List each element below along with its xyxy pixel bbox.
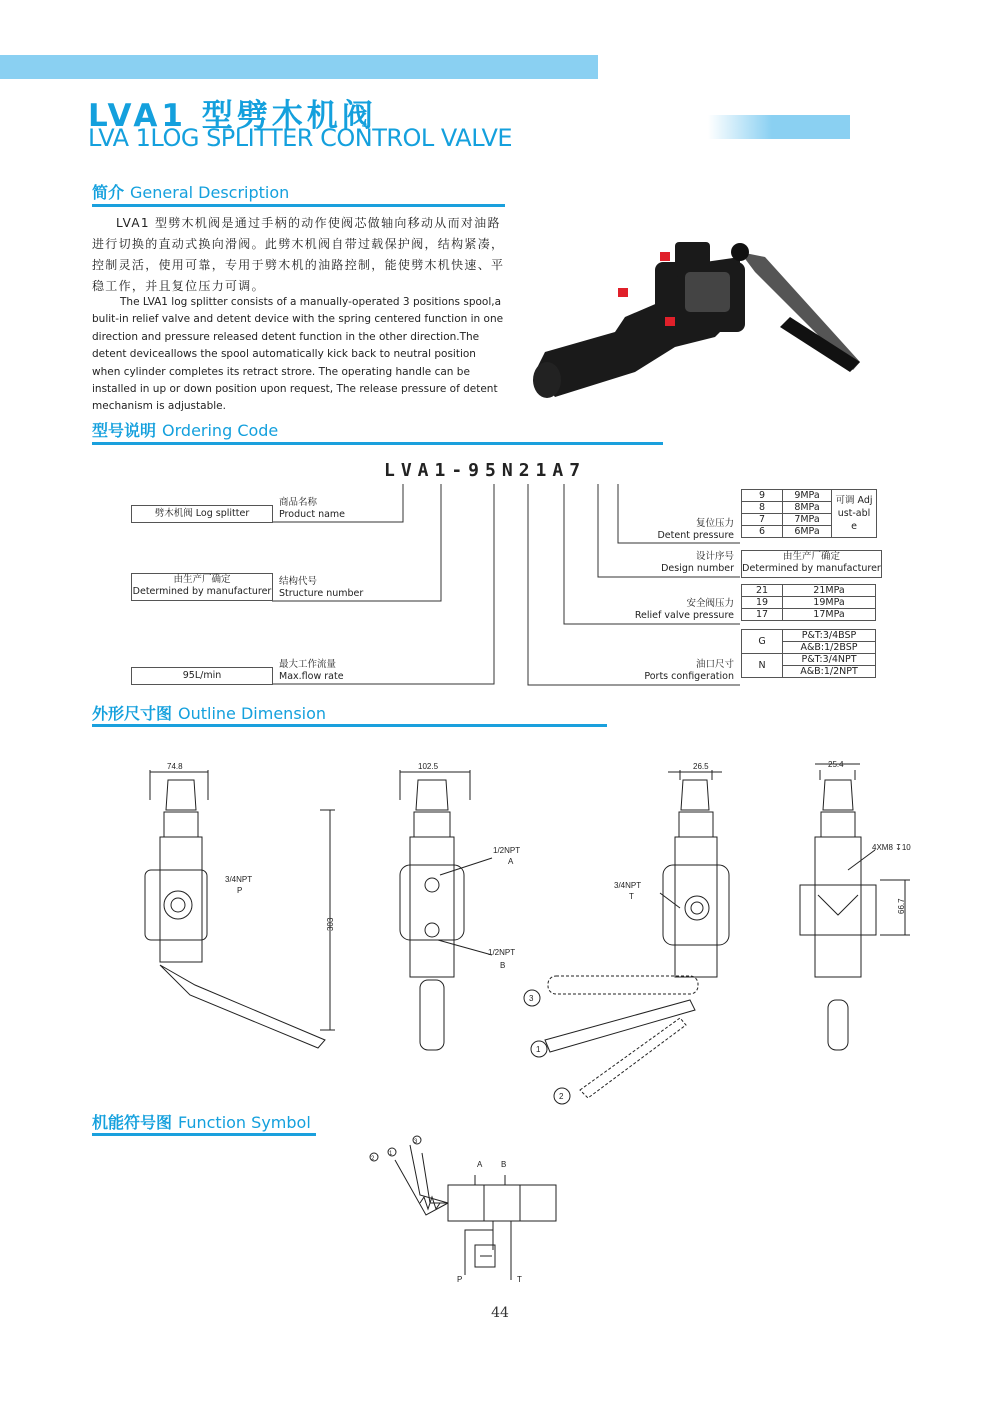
- relief-en: Relief valve pressure: [634, 610, 734, 621]
- structure-box: [131, 573, 273, 601]
- relief-value: 19MPa: [783, 597, 876, 609]
- ports-code: G: [742, 630, 783, 654]
- dim-width-3: 26.5: [693, 762, 709, 771]
- handle-position-1: 1: [536, 1045, 541, 1054]
- ports-ab: A&B:1/2BSP: [783, 642, 876, 654]
- outline-heading-cn: 外形尺寸图: [92, 704, 173, 723]
- outline-heading-en: Outline Dimension: [178, 704, 327, 723]
- ports-pt: P&T:3/4BSP: [783, 630, 876, 642]
- general-text-en: The LVA1 log splitter consists of a manually-operated 3 positions spool,a bulit-in relief valve and detent device with the spring centered function in one direction and pressure released detent function in the other direction.The detent deviceallows the spool automatically kick back to neutral position when cylinder completes its retract strore. The operating handle can be installed in up or down position upon request, The release pressure of detent mechanism is adjustable.: [92, 296, 504, 413]
- design-box-cn: 由生产厂确定: [782, 551, 840, 562]
- ordering-heading-cn: 型号说明: [92, 421, 157, 440]
- structure-box-cn: 由生产厂确定: [173, 574, 231, 585]
- handle-position-3: 3: [529, 994, 534, 1003]
- table-row: [742, 490, 877, 502]
- port-p-size: 3/4NPT: [225, 875, 253, 884]
- design-box: [741, 550, 882, 578]
- function-divider: [92, 1133, 316, 1136]
- ordering-heading-en: Ordering Code: [162, 421, 279, 440]
- ports-en: Ports configeration: [644, 671, 734, 682]
- dim-height: 303: [326, 917, 335, 931]
- detent-en: Detent pressure: [657, 530, 734, 541]
- page-title-cn: LVA1 型劈木机阀: [88, 98, 377, 134]
- design-en: Design number: [661, 563, 734, 574]
- function-heading-cn: 机能符号图: [92, 1113, 173, 1132]
- ports-pt: P&T:3/4NPT: [783, 654, 876, 666]
- port-b: B: [500, 961, 506, 970]
- handle-position-2: 2: [559, 1092, 564, 1101]
- ports-table: [741, 629, 876, 678]
- detent-value: 9MPa: [783, 490, 832, 502]
- port-b-size: 1/2NPT: [488, 948, 516, 957]
- table-row: [742, 654, 876, 666]
- port-p: P: [237, 886, 243, 895]
- function-heading-en: Function Symbol: [178, 1113, 311, 1132]
- ordering-code: LVA1-95N21A7: [384, 460, 587, 481]
- detent-label: [620, 518, 734, 542]
- symbol-position-3: 3: [414, 1139, 418, 1145]
- product-name-label: [279, 497, 345, 521]
- symbol-port-a: A: [477, 1160, 483, 1169]
- flow-label: [279, 659, 344, 683]
- symbol-port-t: T: [517, 1275, 522, 1284]
- flow-en: Max.flow rate: [279, 671, 344, 682]
- symbol-port-p: P: [457, 1275, 463, 1284]
- relief-code: 19: [742, 597, 783, 609]
- design-box-en: Determined by manufacturer: [742, 563, 881, 574]
- flow-box: 95L/min: [131, 667, 273, 685]
- structure-en: Structure number: [279, 588, 364, 599]
- detent-note: [832, 490, 877, 538]
- outline-divider: [92, 724, 607, 727]
- port-a: A: [508, 857, 514, 866]
- structure-label: [279, 576, 363, 600]
- mount-thread: 4XM8 ↧10: [872, 843, 911, 852]
- function-heading: [92, 1110, 311, 1133]
- ports-label: [620, 659, 734, 683]
- detent-code: 6: [742, 526, 783, 538]
- general-heading-cn: 简介: [92, 183, 125, 202]
- relief-value: 21MPa: [783, 585, 876, 597]
- dim-width-2: 102.5: [418, 762, 439, 771]
- product-name-cn: 商品名称: [279, 497, 318, 508]
- ports-cn: 油口尺寸: [695, 659, 734, 670]
- relief-table: [741, 584, 876, 621]
- flow-cn: 最大工作流量: [279, 659, 337, 670]
- table-row: [742, 597, 876, 609]
- detent-code: 8: [742, 502, 783, 514]
- symbol-position-2: 2: [371, 1156, 375, 1162]
- dim-mount: 66.7: [897, 898, 906, 914]
- relief-value: 17MPa: [783, 609, 876, 621]
- dim-width-4: 25.4: [828, 760, 844, 769]
- table-row: [742, 585, 876, 597]
- detent-code: 7: [742, 514, 783, 526]
- detent-code: 9: [742, 490, 783, 502]
- symbol-position-1: 1: [389, 1151, 393, 1157]
- detent-value: 6MPa: [783, 526, 832, 538]
- relief-label: [620, 598, 734, 622]
- ports-code: N: [742, 654, 783, 678]
- page-number: 44: [491, 1305, 509, 1321]
- design-label: [620, 551, 734, 575]
- relief-code: 21: [742, 585, 783, 597]
- outline-heading: [92, 701, 326, 724]
- detent-table: [741, 489, 877, 538]
- general-text-cn: LVA1 型劈木机阀是通过手柄的动作使阀芯做轴向移动从而对油路进行切换的直动式换向滑阀。此劈木机阀自带过载保护阀，结构紧凑，控制灵活，使用可靠，专用于劈木机的油路控制，能使劈木机快速、平稳工作，并且复位压力可调。: [92, 216, 505, 293]
- detent-value: 8MPa: [783, 502, 832, 514]
- product-name-box: 劈木机阀 Log splitter: [131, 505, 273, 523]
- table-row: [742, 630, 876, 642]
- port-a-size: 1/2NPT: [493, 846, 521, 855]
- structure-box-en: Determined by manufacturer: [132, 586, 272, 597]
- table-row: [742, 609, 876, 621]
- function-symbol-diagram: [360, 1125, 570, 1290]
- design-cn: 设计序号: [695, 551, 734, 562]
- port-t: T: [629, 892, 634, 901]
- port-t-size: 3/4NPT: [614, 881, 642, 890]
- page-title-en: LVA 1LOG SPLITTER CONTROL VALVE: [88, 124, 513, 152]
- detent-note-text: 可调 Adjust-able: [835, 495, 873, 532]
- outline-drawing: [0, 740, 1000, 1110]
- structure-cn: 结构代号: [279, 576, 318, 587]
- detent-value: 7MPa: [783, 514, 832, 526]
- relief-cn: 安全阀压力: [686, 598, 734, 609]
- product-name-en: Product name: [279, 509, 346, 520]
- general-heading-en: General Description: [130, 183, 290, 202]
- symbol-port-b: B: [501, 1160, 507, 1169]
- relief-code: 17: [742, 609, 783, 621]
- dim-width-1: 74.8: [167, 762, 183, 771]
- detent-cn: 复位压力: [695, 518, 734, 529]
- ports-ab: A&B:1/2NPT: [783, 666, 876, 678]
